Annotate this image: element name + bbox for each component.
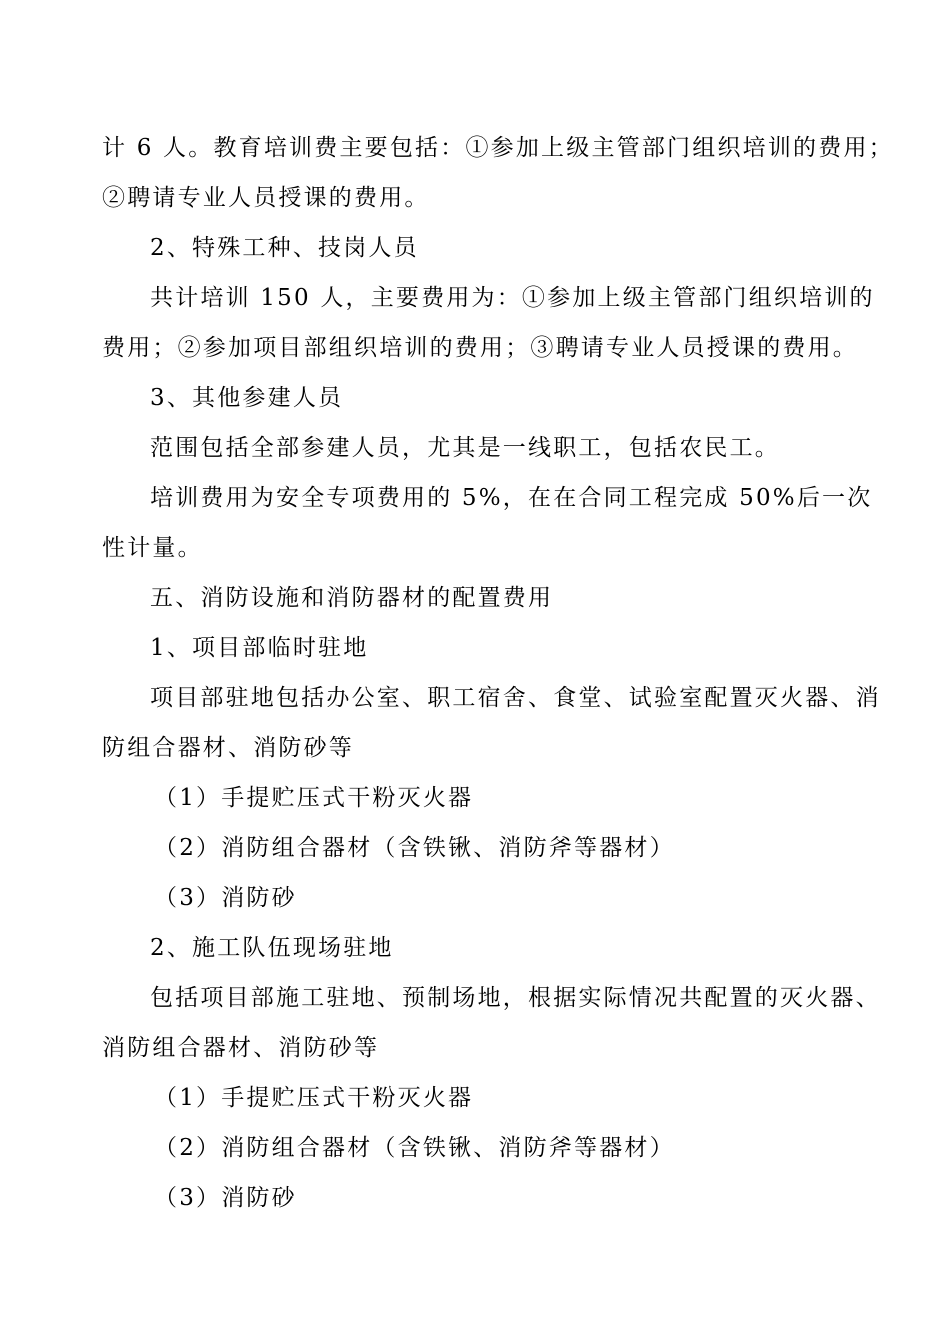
section-heading: 3、其他参建人员 [150,385,344,411]
paragraph-line: 项目部驻地包括办公室、职工宿舍、食堂、试验室配置灭火器、消 [150,685,881,711]
section-heading: 2、特殊工种、技岗人员 [150,235,419,261]
section-heading: 2、施工队伍现场驻地 [150,935,394,961]
paragraph-line: 消防组合器材、消防砂等 [102,1035,380,1061]
paragraph-line: 共计培训 150 人，主要费用为：①参加上级主管部门组织培训的 [150,285,875,311]
list-item: （2）消防组合器材（含铁锹、消防斧等器材） [154,1135,675,1161]
list-item: （1）手提贮压式干粉灭火器 [154,785,474,811]
paragraph-line: 范围包括全部参建人员，尤其是一线职工，包括农民工。 [150,435,780,461]
paragraph-line: 计 6 人。教育培训费主要包括：①参加上级主管部门组织培训的费用； [102,135,894,161]
list-item: （3）消防砂 [154,1185,297,1211]
paragraph-line: 包括项目部施工驻地、预制场地，根据实际情况共配置的灭火器、 [150,985,881,1011]
paragraph-line: 性计量。 [102,535,203,561]
paragraph-line: ②聘请专业人员授课的费用。 [102,185,430,211]
chapter-heading: 五、消防设施和消防器材的配置费用 [150,585,554,611]
paragraph-line: 防组合器材、消防砂等 [102,735,354,761]
section-heading: 1、项目部临时驻地 [150,635,369,661]
paragraph-line: 培训费用为安全专项费用的 5%，在在合同工程完成 50%后一次 [150,485,873,511]
list-item: （3）消防砂 [154,885,297,911]
list-item: （2）消防组合器材（含铁锹、消防斧等器材） [154,835,675,861]
list-item: （1）手提贮压式干粉灭火器 [154,1085,474,1111]
paragraph-line: 费用；②参加项目部组织培训的费用；③聘请专业人员授课的费用。 [102,335,858,361]
